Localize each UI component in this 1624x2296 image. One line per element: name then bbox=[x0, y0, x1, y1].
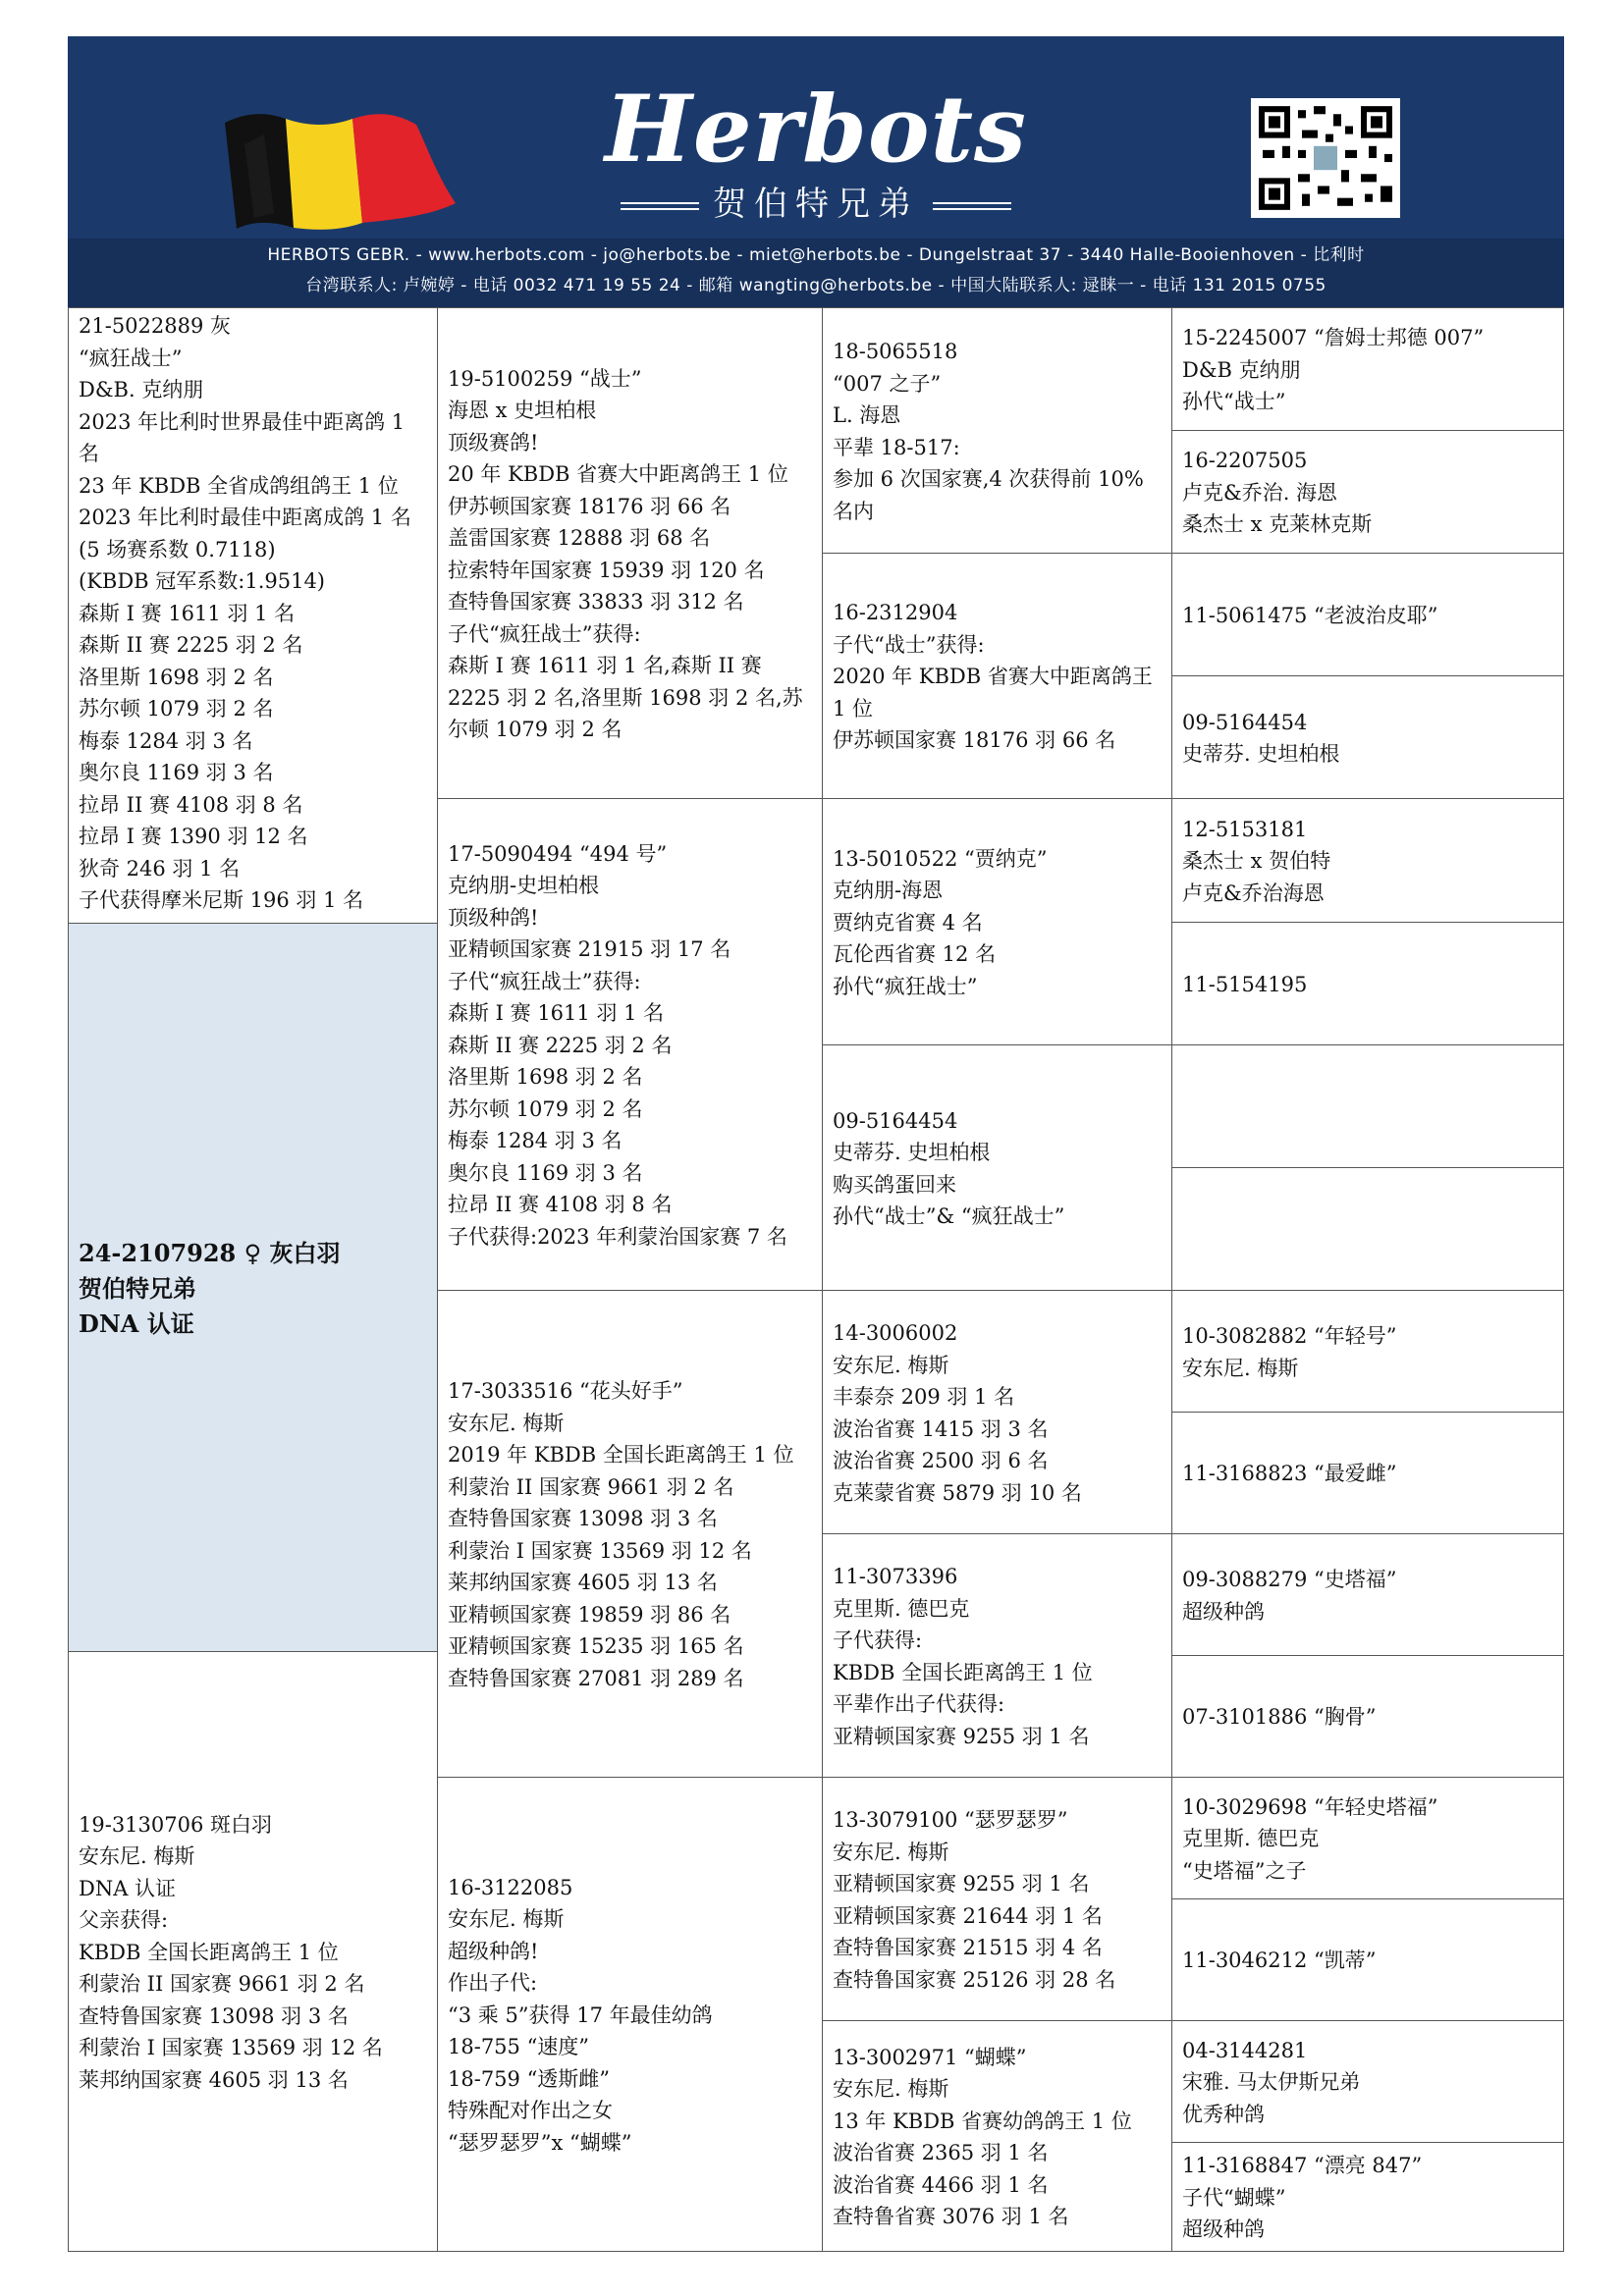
sire-dam-cell: 17-5090494 “494 号” 克纳朋-史坦柏根 顶级种鸽! 亚精顿国家赛 21915 羽 17 名 子代“疯狂战士”获得: 森斯 I 赛 1611 羽 1 名 森斯 II 赛 2225 羽 2 名 洛里斯 1698 羽 2 名 苏尔顿 1079 羽 2 名 梅泰 1284 羽 3 名 奥尔良 1169 羽 3 名 拉昂 II 赛 4108 羽 8 名 子代获得:2023 年利蒙治国家赛 7 名 bbox=[437, 798, 823, 1291]
gen4-cell-16: 11-3168847 “漂亮 847” 子代“蝴蝶” 超级种鸽 bbox=[1171, 2142, 1564, 2252]
gen3-cell-5: 14-3006002 安东尼. 梅斯 丰泰奈 209 羽 1 名 波治省赛 1415 羽 3 名 波治省赛 2500 羽 6 名 克莱蒙省赛 5879 羽 10 名 bbox=[822, 1290, 1172, 1534]
gen4-cell-10: 11-3168823 “最爱雌” bbox=[1171, 1412, 1564, 1534]
gen4-cell-1: 15-2245007 “詹姆士邦德 007” D&B 克纳朋 孙代“战士” bbox=[1171, 307, 1564, 431]
gen3-cell-3: 13-5010522 “贾纳克” 克纳朋-海恩 贾纳克省赛 4 名 瓦伦西省赛 12 名 孙代“疯狂战士” bbox=[822, 798, 1172, 1045]
gen4-cell-4: 09-5164454 史蒂芬. 史坦柏根 bbox=[1171, 675, 1564, 799]
gen3-cell-4: 09-5164454 史蒂芬. 史坦柏根 购买鸽蛋回来 孙代“战士”& “疯狂战士” bbox=[822, 1044, 1172, 1291]
subject-cell: 24-2107928 ♀ 灰白羽 贺伯特兄弟 DNA 认证 bbox=[68, 923, 438, 1652]
brand-subtitle: 贺伯特兄弟 bbox=[68, 184, 1564, 225]
dam-sire-cell: 17-3033516 “花头好手” 安东尼. 梅斯 2019 年 KBDB 全国长距离鸽王 1 位 利蒙治 II 国家赛 9661 羽 2 名 查特鲁国家赛 13098 羽 3 名 利蒙治 I 国家赛 13569 羽 12 名 莱邦纳国家赛 4605 羽 13 名 亚精顿国家赛 19859 羽 86 名 亚精顿国家赛 15235 羽 165 名 查特鲁国家赛 27081 羽 289 名 bbox=[437, 1290, 823, 1778]
gen4-cell-14: 11-3046212 “凯蒂” bbox=[1171, 1898, 1564, 2021]
gen3-cell-6: 11-3073396 克里斯. 德巴克 子代获得: KBDB 全国长距离鸽王 1 位 平辈作出子代获得: 亚精顿国家赛 9255 羽 1 名 bbox=[822, 1533, 1172, 1778]
gen4-cell-13: 10-3029698 “年轻史塔福” 克里斯. 德巴克 “史塔福”之子 bbox=[1171, 1777, 1564, 1899]
brand-logo: Herbots bbox=[605, 76, 1027, 184]
gen4-cell-11: 09-3088279 “史塔福” 超级种鸽 bbox=[1171, 1533, 1564, 1656]
gen4-cell-15: 04-3144281 宋雅. 马太伊斯兄弟 优秀种鸽 bbox=[1171, 2020, 1564, 2143]
gen4-cell-3: 11-5061475 “老波治皮耶” bbox=[1171, 553, 1564, 676]
header-banner bbox=[68, 36, 1564, 307]
gen4-cell-12: 07-3101886 “胸骨” bbox=[1171, 1655, 1564, 1778]
gen4-cell-9: 10-3082882 “年轻号” 安东尼. 梅斯 bbox=[1171, 1290, 1564, 1413]
gen4-cell-6: 11-5154195 bbox=[1171, 922, 1564, 1045]
dam-dam-cell: 16-3122085 安东尼. 梅斯 超级种鸽! 作出子代: “3 乘 5”获得 17 年最佳幼鸽 18-755 “速度” 18-759 “透斯雌” 特殊配对作出之女 “瑟罗瑟罗”x “蝴蝶” bbox=[437, 1777, 823, 2252]
gen4-cell-8 bbox=[1171, 1167, 1564, 1291]
pedigree-table bbox=[68, 307, 1564, 2252]
gen3-cell-7: 13-3079100 “瑟罗瑟罗” 安东尼. 梅斯 亚精顿国家赛 9255 羽 1 名 亚精顿国家赛 21644 羽 1 名 查特鲁国家赛 21515 羽 4 名 查特鲁国家赛 25126 羽 28 名 bbox=[822, 1777, 1172, 2021]
gen3-cell-2: 16-2312904 子代“战士”获得: 2020 年 KBDB 省赛大中距离鸽王 1 位 伊苏顿国家赛 18176 羽 66 名 bbox=[822, 553, 1172, 799]
qr-code-icon bbox=[1251, 98, 1400, 218]
gen3-cell-1: 18-5065518 “007 之子” L. 海恩 平辈 18-517: 参加 6 次国家赛,4 次获得前 10%名内 bbox=[822, 307, 1172, 554]
sire-sire-cell: 19-5100259 “战士” 海恩 x 史坦柏根 顶级赛鸽! 20 年 KBDB 省赛大中距离鸽王 1 位 伊苏顿国家赛 18176 羽 66 名 盖雷国家赛 12888 羽 68 名 拉索特年国家赛 15939 羽 120 名 查特鲁国家赛 33833 羽 312 名 子代“疯狂战士”获得: 森斯 I 赛 1611 羽 1 名,森斯 II 赛 2225 羽 2 名,洛里斯 1698 羽 2 名,苏尔顿 1079 羽 2 名 bbox=[437, 307, 823, 799]
contact-line-1: HERBOTS GEBR. - www.herbots.com - jo@herbots.be - miet@herbots.be - Dungelstraat 37 - 3440 Halle-Booienhoven - 比利时 bbox=[267, 245, 1365, 265]
dam-cell: 19-3130706 斑白羽 安东尼. 梅斯 DNA 认证 父亲获得: KBDB 全国长距离鸽王 1 位 利蒙治 II 国家赛 9661 羽 2 名 查特鲁国家赛 13098 羽 3 名 利蒙治 I 国家赛 13569 羽 12 名 莱邦纳国家赛 4605 羽 13 名 bbox=[68, 1651, 438, 2252]
gen4-cell-5: 12-5153181 桑杰士 x 贺伯特 卢克&乔治海恩 bbox=[1171, 798, 1564, 923]
gen4-cell-7 bbox=[1171, 1044, 1564, 1168]
gen3-cell-8: 13-3002971 “蝴蝶” 安东尼. 梅斯 13 年 KBDB 省赛幼鸽鸽王 1 位 波治省赛 2365 羽 1 名 波治省赛 4466 羽 1 名 查特鲁省赛 3076 羽 1 名 bbox=[822, 2020, 1172, 2252]
sire-cell: 21-5022889 灰 “疯狂战士” D&B. 克纳朋 2023 年比利时世界最佳中距离鸽 1 名 23 年 KBDB 全省成鸽组鸽王 1 位 2023 年比利时最佳中距离成鸽 1 名(5 场赛系数 0.7118) (KBDB 冠军系数:1.9514) 森斯 I 赛 1611 羽 1 名 森斯 II 赛 2225 羽 2 名 洛里斯 1698 羽 2 名 苏尔顿 1079 羽 2 名 梅泰 1284 羽 3 名 奥尔良 1169 羽 3 名 拉昂 II 赛 4108 羽 8 名 拉昂 I 赛 1390 羽 12 名 狄奇 246 羽 1 名 子代获得摩米尼斯 196 羽 1 名 bbox=[68, 307, 438, 924]
gen4-cell-2: 16-2207505 卢克&乔治. 海恩 桑杰士 x 克莱林克斯 bbox=[1171, 430, 1564, 554]
contact-line-2: 台湾联系人: 卢婉婷 - 电话 0032 471 19 55 24 - 邮箱 wangting@herbots.be - 中国大陆联系人: 逯睐一 - 电话 131 2015 0755 bbox=[305, 276, 1326, 295]
